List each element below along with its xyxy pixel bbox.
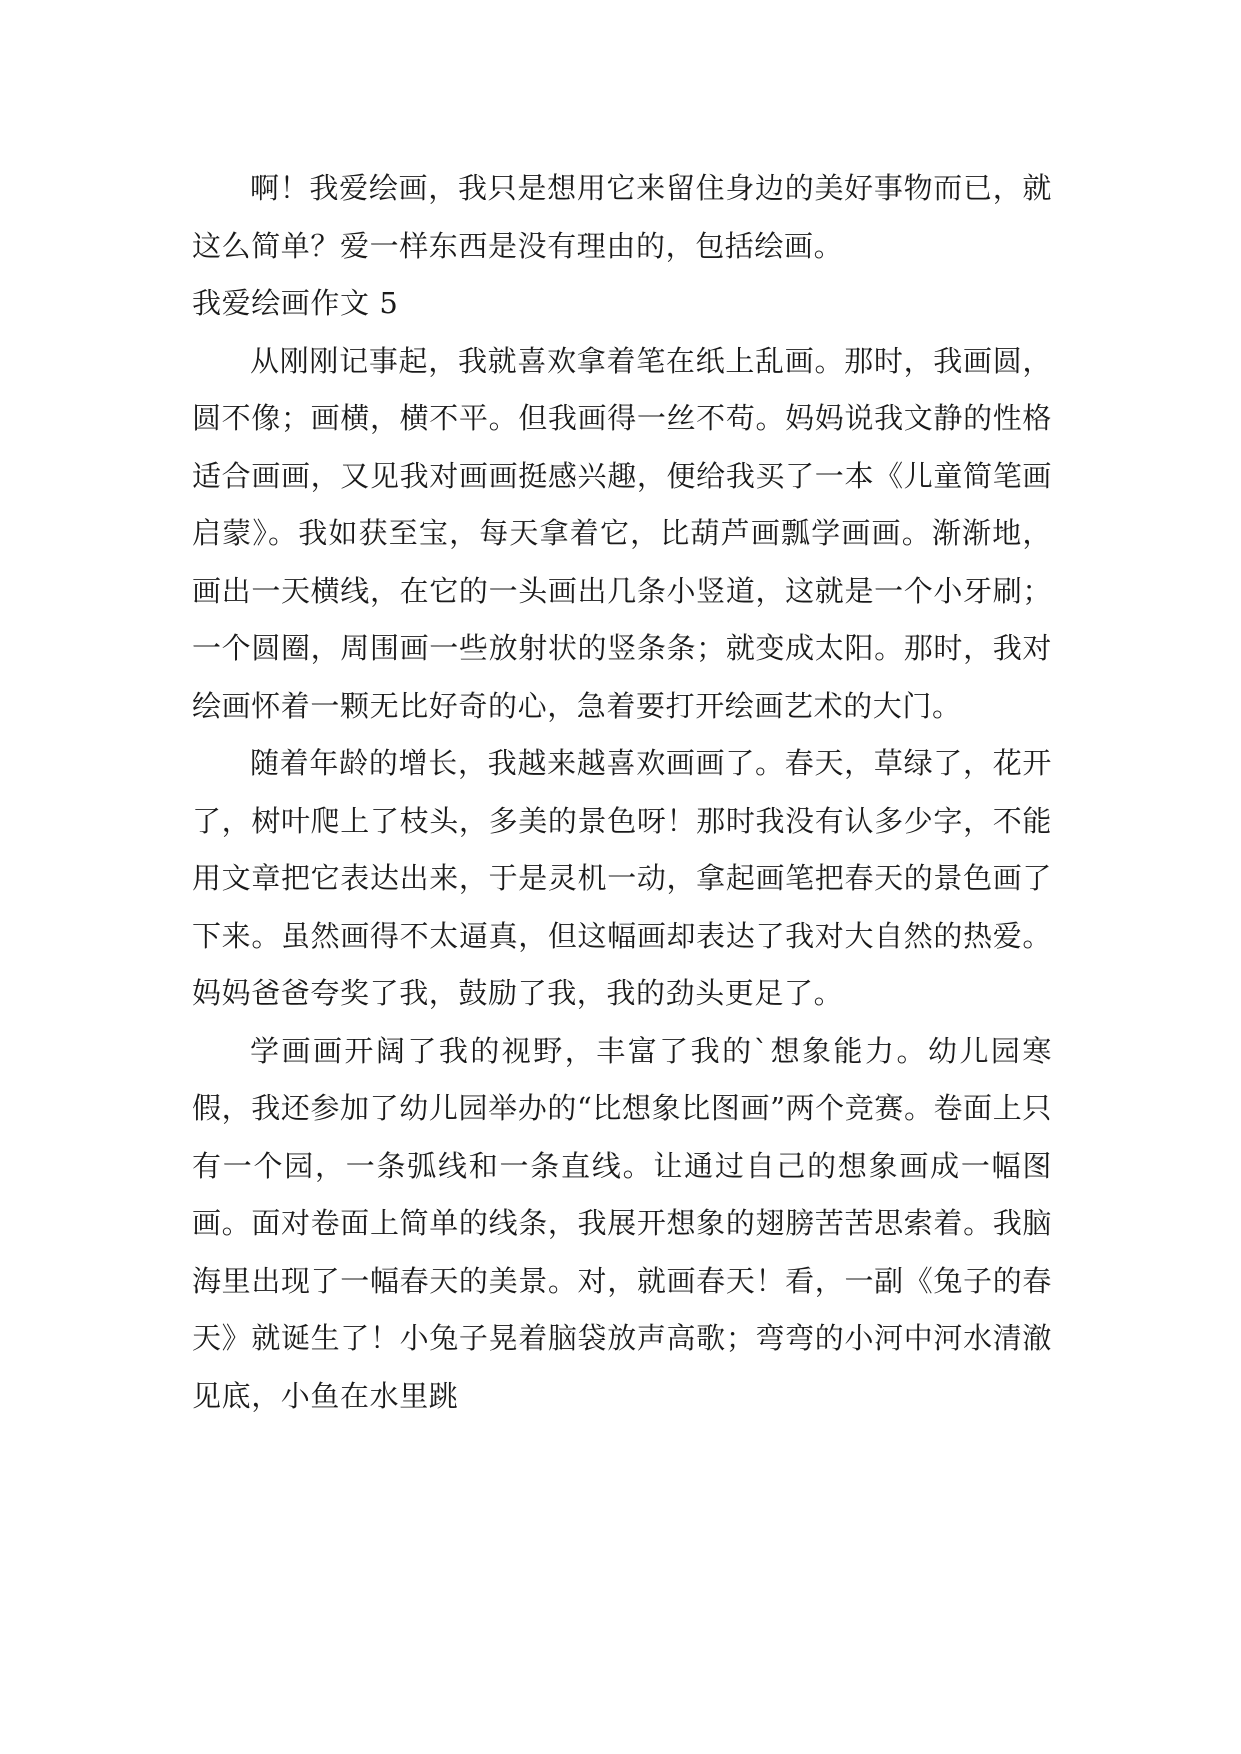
paragraph-intro: 啊！我爱绘画，我只是想用它来留住身边的美好事物而已，就这么简单？爱一样东西是没有理由的，包括绘画。 [192,171,1052,263]
paragraph-2: 随着年龄的增长，我越来越喜欢画画了。春天，草绿了，花开了，树叶爬上了枝头，多美的景色呀！那时我没有认多少字，不能用文章把它表达出来，于是灵机一动，拿起画笔把春天的景色画了下来。虽然画得不太逼真，但这幅画却表达了我对大自然的热爱。妈妈爸爸夸奖了我，鼓励了我，我的劲头更足了。 [192,746,1052,1010]
paragraph-1: 从刚刚记事起，我就喜欢拿着笔在纸上乱画。那时，我画圆，圆不像；画横，横不平。但我画得一丝不苟。妈妈说我文静的性格适合画画，又见我对画画挺感兴趣，便给我买了一本《儿童简笔画启蒙》。我如获至宝，每天拿着它，比葫芦画瓢学画画。渐渐地，画出一天横线，在它的一头画出几条小竖道，这就是一个小牙刷；一个圆圈，周围画一些放射状的竖条条；就变成太阳。那时，我对绘画怀着一颗无比好奇的心，急着要打开绘画艺术的大门。 [192,343,1052,723]
paragraph-3: 学画画开阔了我的视野，丰富了我的`想象能力。幼儿园寒假，我还参加了幼儿园举办的“比想象比图画”两个竞赛。卷面上只有一个园，一条弧线和一条直线。让通过自己的想象画成一幅图画。面对卷面上简单的线条，我展开想象的翅膀苦苦思索着。我脑海里出现了一幅春天的美景。对，就画春天！看，一副《兔子的春天》就诞生了！小兔子晃着脑袋放声高歌；弯弯的小河中河水清澈见底，小鱼在水里跳 [192,1033,1052,1413]
essay-heading: 我爱绘画作文 5 [192,286,399,320]
document-body [192,160,1052,1425]
